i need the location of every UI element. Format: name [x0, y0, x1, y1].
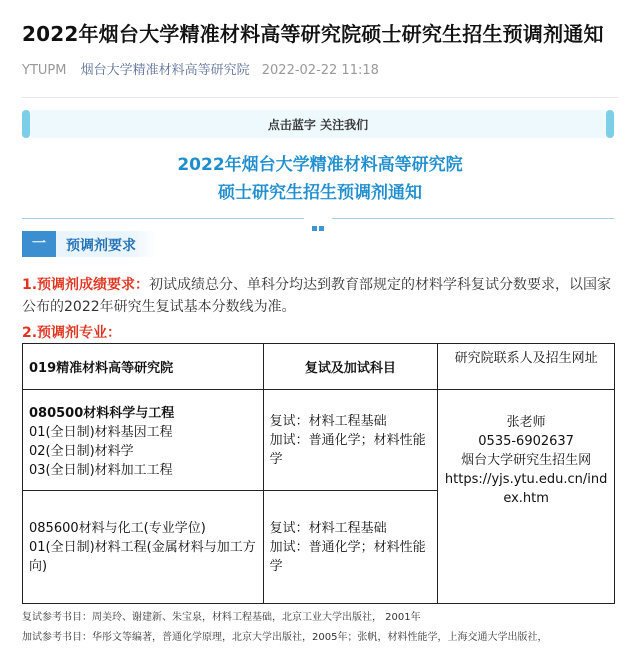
score-requirement-text: 初试成绩总分、单科分均达到教育部规定的材料学科复试分数要求，以国家公布的2022年研究生复试基本分数线为准。 [22, 277, 612, 315]
score-requirement-label: 1.预调剂成绩要求： [22, 277, 150, 293]
section-header [22, 231, 156, 257]
follow-banner-text: 点击蓝字 关注我们 [267, 118, 369, 132]
article-author: YTUPM [22, 63, 67, 78]
retest-references: 复试参考书目：周美玲、谢建新、朱宝泉，材料工程基础，北京工业大学出版社， 2001年 [22, 612, 421, 623]
decorative-divider [22, 218, 614, 220]
notice-heading-line1: 2022年烟台大学精准材料高等研究院 [177, 155, 463, 175]
notice-heading-line2: 硕士研究生招生预调剂通知 [218, 183, 422, 203]
major-requirement-label: 2.预调剂专业： [22, 325, 122, 341]
direction-item: 01(全日制)材料基因工程 [29, 425, 173, 440]
extra-references: 加试参考书目：华彤文等编著，普通化学原理，北京大学出版社，2005年；张帆，材料性能学，上海交通大学出版社， [22, 632, 548, 643]
retest-subject: 复试：材料工程基础 [269, 414, 387, 429]
direction-item: 03(全日制)材料加工工程 [29, 463, 173, 478]
major-name: 080500材料科学与工程 [29, 406, 175, 421]
retest-subject: 复试：材料工程基础 [269, 521, 387, 536]
contact-name: 张老师 [506, 415, 546, 430]
divider-dots-icon [312, 216, 326, 221]
section-title: 预调剂要求 [66, 238, 136, 254]
banner-right-bar [606, 110, 614, 138]
major-cell [23, 390, 264, 491]
exam-cell [263, 491, 438, 604]
admission-site-url[interactable]: https://yjs.ytu.edu.cn/index.htm [444, 472, 608, 506]
extra-test-subject: 加试：普通化学；材料性能学 [269, 433, 426, 467]
majors-table [22, 343, 615, 604]
extra-test-subject: 加试：普通化学；材料性能学 [269, 540, 426, 574]
article-meta [22, 59, 379, 78]
direction-item: 01(全日制)材料工程(金属材料与加工方向) [29, 540, 256, 574]
article-title: 2022年烟台大学精准材料高等研究院硕士研究生招生预调剂通知 [22, 22, 604, 46]
admission-site-name: 烟台大学研究生招生网 [461, 453, 592, 468]
section-number-badge: 一 [22, 231, 56, 257]
exam-cell [263, 390, 438, 491]
major-name: 085600材料与化工(专业学位) [29, 521, 206, 536]
account-name-link[interactable]: 烟台大学精准材料高等研究院 [80, 63, 250, 78]
major-cell [23, 491, 264, 604]
table-header-cell: 019精准材料高等研究院 [23, 344, 264, 390]
contact-cell [438, 390, 615, 604]
table-header-cell: 复试及加试科目 [263, 344, 438, 390]
direction-item: 02(全日制)材料学 [29, 444, 134, 459]
table-header-row [23, 344, 615, 390]
publish-date: 2022-02-22 11:18 [261, 63, 379, 78]
table-header-cell: 研究院联系人及招生网址 [438, 344, 615, 390]
follow-banner[interactable] [22, 110, 614, 138]
score-requirement-paragraph [22, 274, 622, 318]
contact-phone: 0535-6902637 [478, 434, 574, 449]
table-row [23, 390, 615, 491]
header-divider [22, 97, 618, 98]
